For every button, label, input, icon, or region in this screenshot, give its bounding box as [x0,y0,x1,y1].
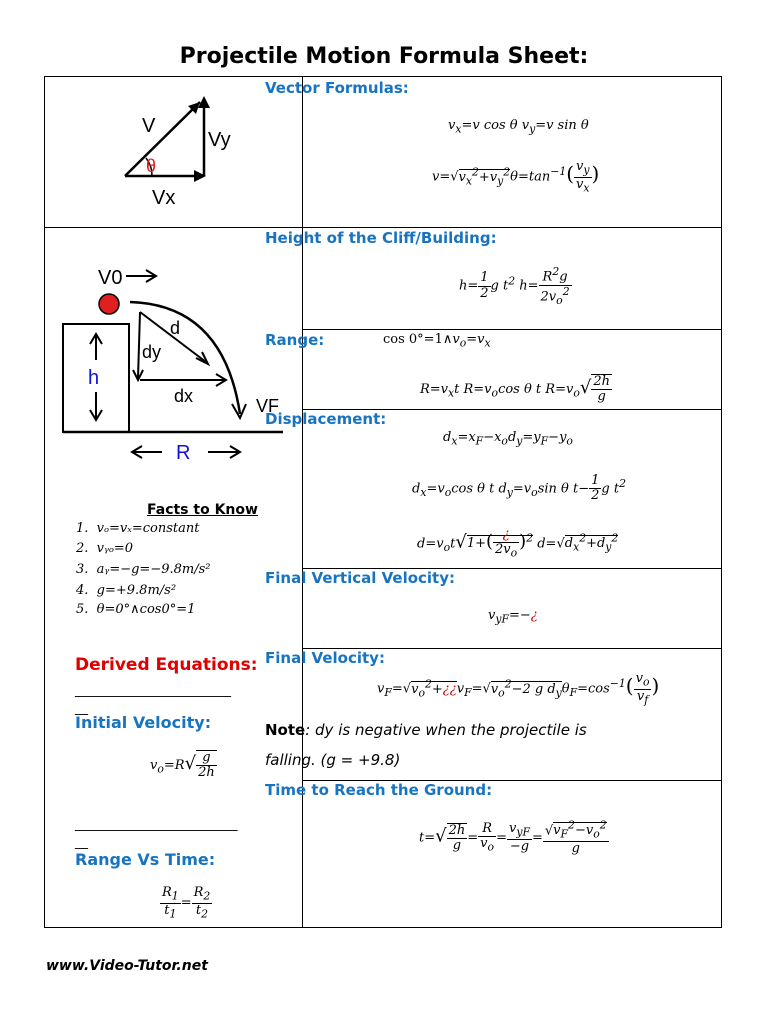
divider-rule: ________________________ [75,683,231,698]
range-vs-time-title: Range Vs Time: [75,850,216,869]
fact-item: 5. θ=0°∧cos0°=1 [76,602,196,617]
vector-formula-magnitude: $v=√v_x^2+v_y^2\theta=\tan^{-1}$( $\frac{v_y}{v_x}$ ) [432,159,600,195]
column-divider [302,77,303,928]
range-condition: $\cos 0^\circ=1\wedge v_o=v_x$ [383,332,491,350]
label-h: h [88,367,100,389]
label-vf: VF [256,396,280,416]
facts-title: Facts to Know [147,502,258,518]
label-vx: Vx [152,187,176,209]
label-v0: V0 [98,267,123,289]
cliff-diagram [58,258,288,468]
label-r: R [176,442,191,464]
range-formula: $R=v_xt$ $R=v_o\cos$ θ t $R=v_o√$ $\frac{2h}{g}$ [420,374,610,405]
section-height: Height of the Cliff/Building: [265,229,497,247]
label-dx: dx [174,386,194,406]
divider-rule: __ [75,701,88,716]
section-displacement: Displacement: [265,410,387,428]
row-divider [45,227,722,228]
derived-equations-title: Derived Equations: [75,655,258,675]
section-final-vertical-velocity: Final Vertical Velocity: [265,569,455,587]
label-theta: θ [146,156,157,176]
note-line-2: falling. (g = +9.8) [265,751,401,769]
footer-website[interactable]: www.Video-Tutor.net [46,958,208,974]
vector-triangle-diagram [110,90,250,215]
section-range: Range: [265,331,325,349]
fact-item: 3. aᵧ=−g=−9.8m/s² [76,562,211,577]
displacement-formula-2: $d_x=v_o\cos$ θ t $d_y=v_o\sin$ θ t− $\frac{1}{2}$ g $t^2$ [412,473,626,504]
final-vertical-velocity-formula: $v_{yF}=-¿$ [488,608,538,626]
divider-rule: __ [75,835,88,850]
section-time-to-ground: Time to Reach the Ground: [265,781,493,799]
initial-velocity-title: Initial Velocity: [75,713,212,732]
fact-item: 2. vᵧₒ=0 [76,541,134,556]
range-vs-time-formula: $\frac{R_1}{t_1}$ = $\frac{R_2}{t_2}$ [162,885,211,921]
note-line-1: Note: dy is negative when the projectile is [265,721,587,739]
label-v: V [142,115,156,137]
height-formula: h= $\frac{1}{2}$ g $t^2$ h= $\frac{R^2g}{2v_o^2}$ [459,265,570,307]
vector-formula-components: $v_x=v$ cos θ $v_y=v$ sin θ [448,118,589,136]
final-velocity-formula: $v_F=√v_o^2+¿¿v_F=√v_o^2-2$ g $d_y\theta_F=\cos^{-1}$( $\frac{v_o}{v_f}$ ) [377,671,660,707]
label-dy: dy [142,342,162,362]
displacement-formula-3: $d=v_ot√1+$( $\frac{¿}{2v_o}$ )$^2$ $d=√d_x^2+d_y^2$ [417,527,619,560]
label-d: d [170,318,181,338]
section-final-velocity: Final Velocity: [265,649,385,667]
fact-item: 4. g=+9.8m/s² [76,583,177,598]
time-to-ground-formula: t=√ $\frac{2h}{g}$ = $\frac{R}{v_o}$ = $\frac{v_{yF}}{-g}$ = $\frac{√v_F^2-v_o^2}{g}$ [419,819,607,856]
page-title: Projectile Motion Formula Sheet: [179,44,589,69]
initial-velocity-formula: $v_o=R√$ $\frac{g}{2h}$ [150,750,215,781]
displacement-formula-1: $d_x=x_F-x_od_y=y_F-y_o$ [443,430,573,448]
section-vector-formulas: Vector Formulas: [265,79,409,97]
label-vy: Vy [208,129,231,151]
row-divider [302,329,722,330]
fact-item: 1. vₒ=vₓ=constant [76,521,200,536]
divider-rule: _________________________ [75,817,238,832]
